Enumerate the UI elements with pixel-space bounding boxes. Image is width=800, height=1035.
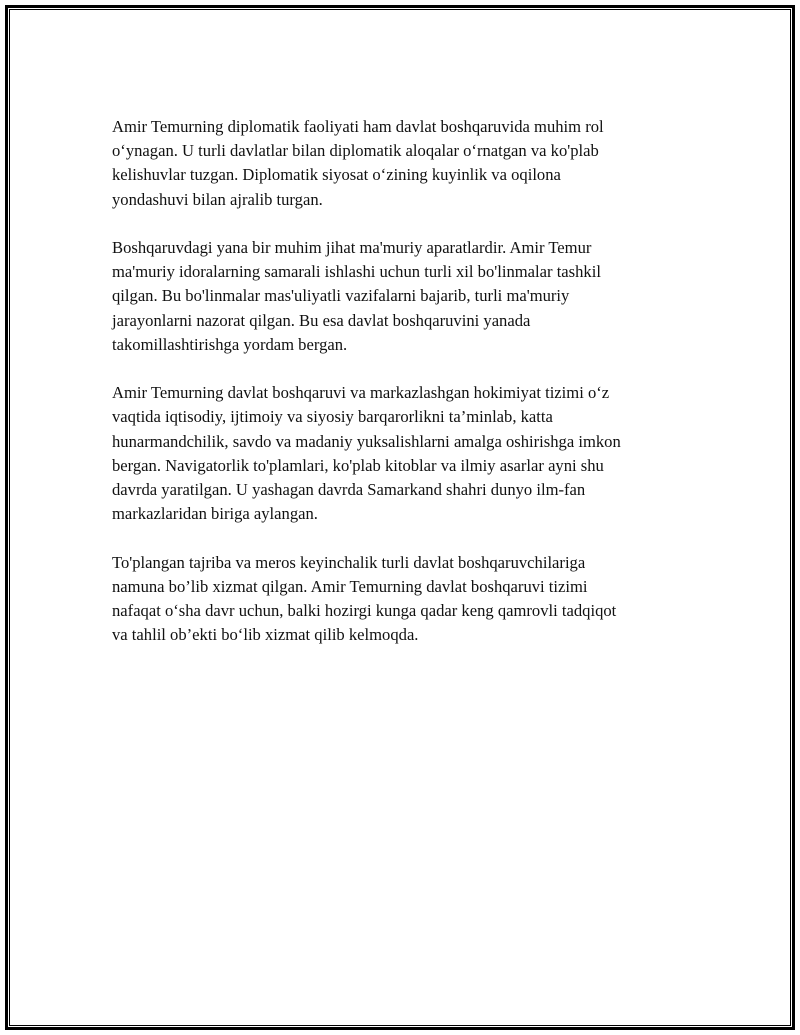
paragraph-diplomacy bbox=[112, 115, 692, 212]
text-line: kelishuvlar tuzgan. Diplomatik siyosat o‘zining kuyinlik va oqilona bbox=[112, 165, 561, 185]
text-line: o‘ynagan. U turli davlatlar bilan diplomatik aloqalar o‘rnatgan va ko'plab bbox=[112, 141, 599, 161]
text-line: davrda yaratilgan. U yashagan davrda Samarkand shahri dunyo ilm-fan bbox=[112, 480, 586, 500]
text-line: namuna bo’lib xizmat qilgan. Amir Temurning davlat boshqaruvi tizimi bbox=[112, 576, 588, 596]
text-line: yondashuvi bilan ajralib turgan. bbox=[112, 189, 323, 209]
text-line: Amir Temurning davlat boshqaruvi va markazlashgan hokimiyat tizimi o‘z bbox=[112, 383, 610, 403]
text-line: nafaqat o‘sha davr uchun, balki hozirgi kunga qadar keng qamrovli tadqiqot bbox=[112, 601, 617, 621]
text-line: Amir Temurning diplomatik faoliyati ham davlat boshqaruvida muhim rol bbox=[112, 117, 604, 136]
text-line: bergan. Navigatorlik to'plamlari, ko'plab kitoblar va ilmiy asarlar ayni shu bbox=[112, 455, 604, 475]
paragraph-administration bbox=[112, 236, 692, 357]
text-line: Boshqaruvdagi yana bir muhim jihat ma'muriy aparatlardir. Amir Temur bbox=[112, 238, 592, 257]
text-line: jarayonlarni nazorat qilgan. Bu esa davlat boshqaruvini yanada bbox=[112, 310, 531, 330]
text-line: takomillashtirishga yordam bergan. bbox=[112, 334, 348, 354]
text-line: To'plangan tajriba va meros keyinchalik turli davlat boshqaruvchilariga bbox=[112, 552, 586, 572]
text-line: vaqtida iqtisodiy, ijtimoiy va siyosiy barqarorlikni ta’minlab, katta bbox=[112, 407, 553, 427]
paragraph-centralization bbox=[112, 381, 692, 526]
text-line: hunarmandchilik, savdo va madaniy yuksalishlarni amalga oshirishga imkon bbox=[112, 431, 621, 451]
text-line: ma'muriy idoralarning samarali ishlashi uchun turli xil bo'linmalar tashkil bbox=[112, 262, 601, 282]
paragraph-legacy bbox=[112, 551, 692, 648]
text-line: markazlaridan biriga aylangan. bbox=[112, 504, 318, 524]
text-line: qilgan. Bu bo'linmalar mas'uliyatli vazifalarni bajarib, turli ma'muriy bbox=[112, 286, 570, 306]
text-line: va tahlil ob’ekti bo‘lib xizmat qilib kelmoqda. bbox=[112, 625, 419, 645]
document-body bbox=[112, 115, 692, 672]
